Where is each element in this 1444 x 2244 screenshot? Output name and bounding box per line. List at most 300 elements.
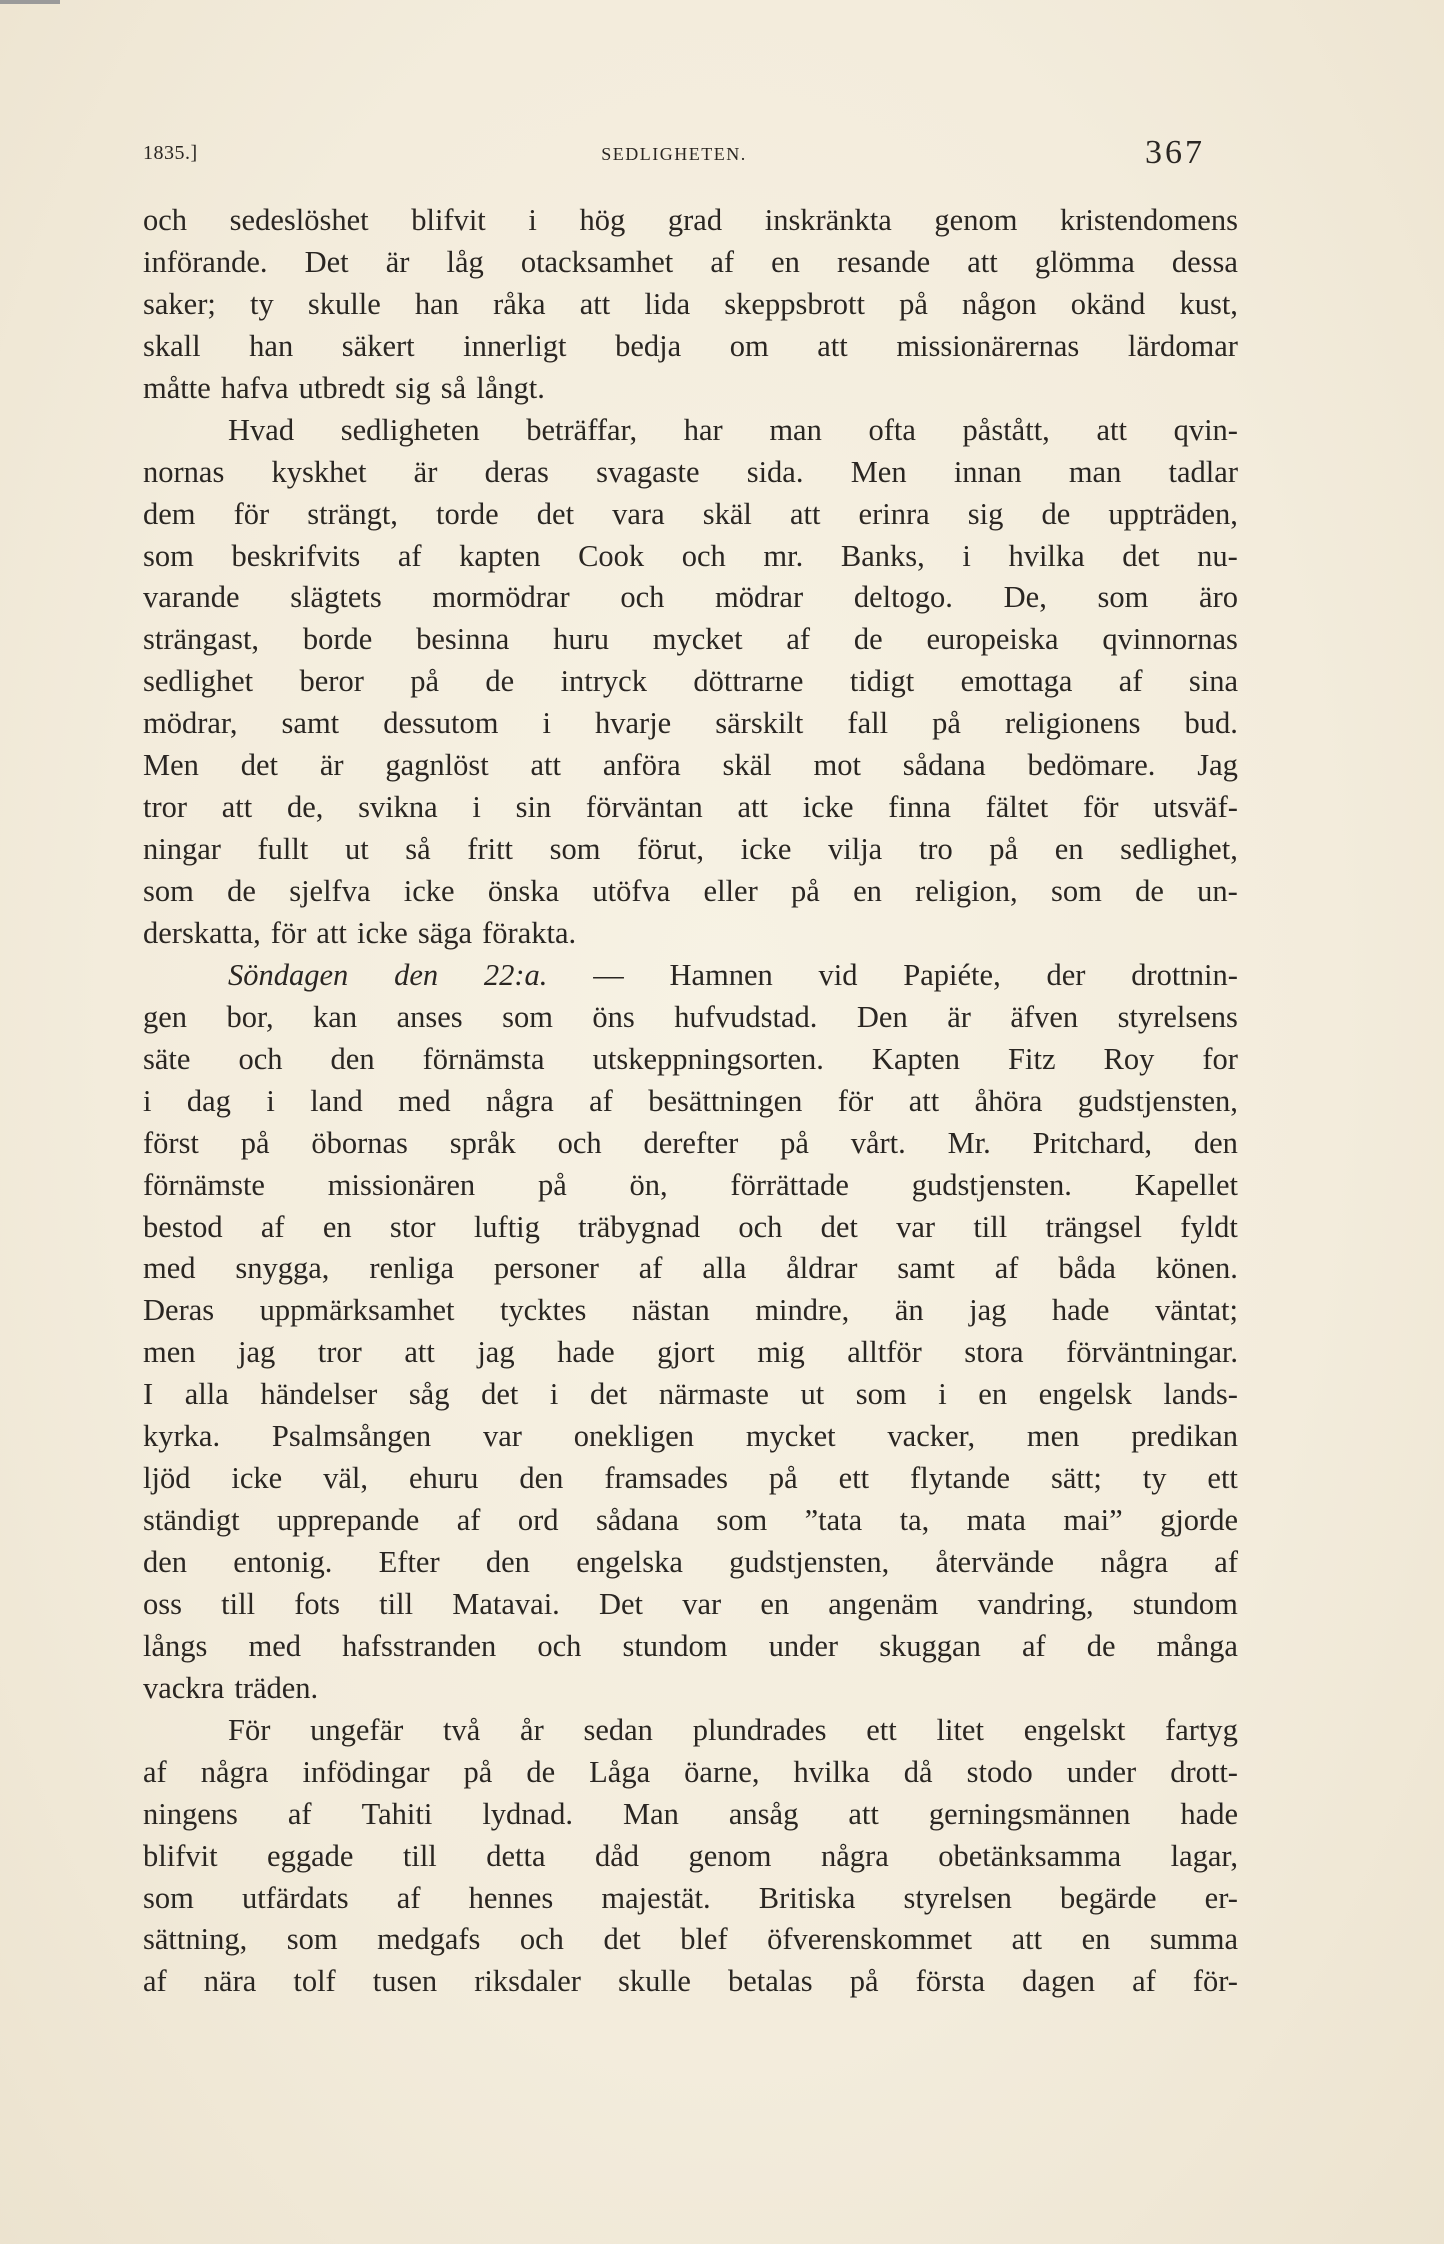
word: gudstjensten. — [911, 1167, 1072, 1202]
word: samt — [281, 706, 340, 741]
word: under — [1066, 1754, 1137, 1789]
word: hvilka — [793, 1754, 870, 1789]
word: land — [310, 1083, 363, 1118]
word: dem — [143, 496, 196, 531]
word: att — [579, 286, 611, 321]
word: utskeppningsorten. — [592, 1041, 824, 1076]
word: en — [853, 874, 882, 908]
word: renliga — [369, 1251, 454, 1286]
word: förakta. — [482, 915, 577, 950]
word: äro — [1199, 580, 1238, 615]
word: som — [549, 832, 601, 867]
word: der — [1046, 957, 1086, 992]
word: den — [1193, 1125, 1238, 1160]
word: gjort — [657, 1335, 715, 1370]
word: den — [485, 1545, 530, 1579]
word: öarne, — [684, 1754, 760, 1789]
text-line — [143, 536, 1238, 578]
word: på — [463, 1754, 493, 1789]
word: ty — [1142, 1461, 1167, 1496]
word: vandring, — [977, 1586, 1094, 1621]
word: önska — [487, 874, 560, 908]
word: jag — [238, 1335, 276, 1370]
word: ningar — [143, 832, 221, 867]
word: skulle — [618, 1964, 691, 1999]
word: på — [410, 664, 440, 699]
word: af — [994, 1251, 1019, 1286]
text-line — [143, 326, 1238, 368]
word: de — [853, 622, 883, 657]
word: medgafs — [377, 1922, 481, 1957]
word: besinna — [416, 622, 510, 657]
word: ansåg — [728, 1796, 799, 1831]
word: flytande — [910, 1461, 1011, 1496]
word: torde — [436, 496, 499, 531]
word: det — [240, 748, 278, 783]
word: såg — [408, 1377, 450, 1412]
text-line — [143, 1248, 1238, 1290]
word: derefter — [643, 1125, 739, 1160]
word: stodo — [966, 1754, 1033, 1789]
word: råka — [493, 286, 546, 321]
word: öfverenskommet — [767, 1922, 973, 1957]
word: till — [973, 1209, 1008, 1244]
word: För — [228, 1712, 271, 1747]
word: två — [443, 1712, 481, 1747]
word: af — [287, 1796, 312, 1831]
word: kyrka. — [143, 1419, 221, 1454]
word: den — [143, 1545, 188, 1579]
word: missionären — [327, 1167, 476, 1202]
word: blef — [680, 1922, 728, 1957]
word: ty — [249, 286, 274, 321]
word: begärde — [1060, 1880, 1157, 1915]
word: till — [402, 1838, 437, 1873]
word: Den — [856, 999, 908, 1034]
word: sin — [515, 790, 552, 825]
word: stora — [964, 1335, 1024, 1370]
text-line — [143, 1919, 1238, 1961]
word: nästan — [631, 1293, 710, 1328]
word: båda — [1058, 1251, 1116, 1286]
word: väntat; — [1154, 1293, 1238, 1328]
word: beträffar, — [526, 412, 638, 447]
text-line — [143, 1123, 1238, 1165]
word: till — [221, 1586, 256, 1621]
word: stundom — [622, 1628, 728, 1663]
word: betalas — [727, 1964, 813, 1999]
text-line — [143, 1416, 1238, 1458]
word: lärdomar — [1127, 328, 1238, 363]
word: förnämste — [143, 1167, 265, 1202]
word: är — [385, 244, 410, 279]
text-line — [143, 368, 1238, 410]
word: i — [472, 790, 481, 825]
word: Britiska — [758, 1880, 856, 1915]
word: strängt, — [307, 496, 398, 531]
word: som — [143, 538, 194, 573]
word: en — [760, 1586, 790, 1621]
word: hade — [1051, 1293, 1110, 1328]
word: deltogo. — [853, 580, 953, 615]
word: åldrar — [786, 1251, 858, 1286]
text-line — [143, 1794, 1238, 1836]
word: de — [485, 664, 515, 699]
word: drott- — [1170, 1754, 1238, 1789]
word: ta, — [899, 1503, 930, 1538]
text-line — [143, 619, 1238, 661]
word: af — [260, 1209, 285, 1244]
word: vid — [818, 957, 858, 992]
word: af — [396, 1880, 421, 1915]
word: nära — [203, 1964, 257, 1999]
text-line — [143, 1584, 1238, 1626]
word: ehuru — [408, 1461, 479, 1496]
word: det — [820, 1209, 858, 1244]
word: med — [248, 1628, 301, 1663]
word: ”tata — [804, 1503, 863, 1538]
word: sjelfva — [289, 874, 371, 908]
word: styrelsens — [1117, 999, 1238, 1034]
word: entonig. — [233, 1545, 333, 1579]
scan-edge-mark — [0, 0, 60, 4]
word: obetänksamma — [938, 1838, 1122, 1873]
word: om — [729, 328, 769, 363]
word: skall — [143, 328, 201, 363]
word: af — [397, 538, 422, 573]
word: af — [638, 1251, 663, 1286]
text-line — [143, 1668, 1238, 1710]
word: dessutom — [383, 706, 499, 741]
word: — — [593, 957, 624, 992]
word: ljöd — [143, 1461, 191, 1496]
word: litet — [936, 1712, 984, 1747]
word: på — [768, 1461, 798, 1496]
word: huru — [553, 622, 609, 657]
word: fyldt — [1180, 1209, 1238, 1244]
word: det — [481, 1377, 519, 1412]
word: en — [322, 1209, 352, 1244]
word: mig — [757, 1335, 805, 1370]
word: slägtets — [290, 580, 382, 615]
word: icke — [356, 915, 408, 950]
word: hög — [579, 203, 626, 237]
text-line — [143, 1332, 1238, 1374]
text-line — [143, 1374, 1238, 1416]
word: ningens — [143, 1796, 238, 1831]
text-line — [143, 1836, 1238, 1878]
word: 22:a. — [483, 957, 548, 992]
word: kristendomens — [1060, 203, 1238, 237]
running-title: SEDLIGHETEN. — [601, 144, 747, 164]
word: upprepande — [277, 1503, 420, 1538]
word: gudstjensten, — [729, 1545, 890, 1579]
word: Jag — [1197, 748, 1238, 783]
word: de — [227, 874, 256, 908]
word: så — [440, 370, 467, 405]
word: qvin- — [1173, 412, 1238, 447]
word: blifvit — [143, 1838, 218, 1873]
word: ungefär — [310, 1712, 404, 1747]
word: mormödrar — [432, 580, 570, 615]
word: predikan — [1131, 1419, 1238, 1454]
word: några — [1100, 1545, 1169, 1579]
word: beskrifvits — [231, 538, 361, 573]
word: att — [1096, 412, 1127, 447]
word: saker; — [143, 286, 216, 321]
text-line — [143, 284, 1238, 326]
word: lagar, — [1170, 1838, 1238, 1873]
word: okänd — [1070, 286, 1146, 321]
word: är — [319, 748, 344, 783]
word: i — [549, 1377, 559, 1412]
word: i — [542, 706, 551, 741]
word: den — [330, 1041, 375, 1076]
word: mödrar — [715, 580, 804, 615]
word: mr. — [763, 538, 804, 573]
word: kyskhet — [271, 454, 367, 489]
word: religion, — [915, 874, 1018, 908]
word: icke — [403, 874, 455, 908]
word: stor — [389, 1209, 436, 1244]
word: bud. — [1184, 706, 1238, 741]
word: I — [143, 1377, 154, 1412]
text-line — [143, 577, 1238, 619]
word: måtte — [143, 370, 211, 405]
word: varande — [143, 580, 240, 615]
word: Låga — [589, 1754, 651, 1789]
word: och — [620, 580, 665, 615]
word: af — [143, 1964, 167, 1999]
word: den — [519, 1461, 564, 1496]
running-header — [143, 134, 1205, 178]
word: var — [482, 1419, 522, 1454]
word: bestod — [143, 1209, 223, 1244]
word: sedeslöshet — [229, 203, 369, 237]
word: hennes — [468, 1880, 554, 1915]
word: det — [589, 1377, 628, 1412]
word: införande. — [143, 244, 268, 279]
word: beror — [299, 664, 364, 699]
word: på — [899, 286, 928, 321]
word: de — [1135, 874, 1164, 908]
word: samt — [897, 1251, 955, 1286]
word: de — [1041, 496, 1071, 531]
word: det — [536, 496, 575, 531]
word: ofta — [868, 412, 916, 447]
word: utsväf- — [1153, 790, 1238, 825]
word: bor, — [226, 999, 274, 1034]
word: Pritchard, — [1032, 1125, 1153, 1160]
word: glömma — [1034, 244, 1135, 279]
text-line — [143, 955, 1238, 997]
word: hufvudstad. — [674, 999, 818, 1034]
word: religionens — [1004, 706, 1141, 741]
word: i — [143, 1083, 152, 1118]
word: riksdaler — [474, 1964, 581, 1999]
word: innan — [953, 454, 1022, 489]
word: för — [1082, 790, 1119, 825]
word: onekligen — [573, 1419, 695, 1454]
word: ut — [800, 1377, 825, 1412]
word: och — [519, 1922, 564, 1957]
word: på — [791, 874, 820, 908]
word: bedömare. — [1027, 748, 1156, 783]
word: for — [1202, 1041, 1238, 1076]
word: tycktes — [499, 1293, 587, 1328]
word: fots — [294, 1586, 340, 1621]
word: qvinnornas — [1102, 622, 1238, 657]
word: skeppsbrott — [724, 286, 865, 321]
word: mata — [966, 1503, 1026, 1538]
text-line — [143, 1626, 1238, 1668]
word: engelsk — [1038, 1377, 1132, 1412]
word: Hamnen — [669, 957, 773, 992]
word: ön, — [629, 1167, 668, 1202]
word: inskränkta — [764, 203, 892, 237]
word: mot — [813, 748, 861, 783]
word: lida — [644, 286, 691, 321]
text-line — [143, 1961, 1238, 2003]
word: vacker, — [887, 1419, 976, 1454]
word: engelska — [576, 1545, 683, 1579]
word: och — [557, 1125, 602, 1160]
word: ord — [517, 1503, 559, 1538]
word: sådana — [902, 748, 986, 783]
text-line — [143, 745, 1238, 787]
word: genom — [934, 203, 1018, 237]
word: att — [737, 790, 768, 825]
word: Efter — [378, 1545, 440, 1579]
word: det — [1122, 538, 1160, 573]
word: trängsel — [1045, 1209, 1143, 1244]
word: i — [266, 1083, 275, 1118]
word: att — [848, 1796, 879, 1831]
word: bedja — [615, 328, 682, 363]
word: på — [989, 832, 1019, 867]
word: döttrarne — [693, 664, 804, 699]
word: närmaste — [658, 1377, 769, 1412]
word: äfven — [1010, 999, 1079, 1034]
word: genom — [688, 1838, 772, 1873]
word: förnämsta — [422, 1041, 545, 1076]
word: icke — [802, 790, 854, 825]
word: de — [1086, 1628, 1116, 1663]
word: att — [817, 328, 848, 363]
word: Mr. — [947, 1125, 991, 1160]
word: träbygnad — [578, 1209, 701, 1244]
word: otacksamhet — [520, 244, 674, 279]
word: för- — [1192, 1964, 1238, 1999]
word: första — [915, 1964, 986, 1999]
word: fartyg — [1165, 1712, 1238, 1747]
text-line — [143, 1290, 1238, 1332]
word: på — [849, 1964, 879, 1999]
word: Men — [850, 454, 907, 489]
text-line — [143, 242, 1238, 284]
word: af — [456, 1503, 481, 1538]
text-line — [143, 1081, 1238, 1123]
word: Söndagen — [228, 957, 349, 992]
word: vårt. — [850, 1125, 906, 1160]
word: af — [710, 244, 735, 279]
word: sina — [1188, 664, 1238, 699]
text-line — [143, 1207, 1238, 1249]
word: af — [1118, 664, 1143, 699]
word: svagaste — [596, 454, 700, 489]
word: skäl — [702, 496, 752, 531]
word: som — [502, 999, 553, 1034]
text-line — [143, 1039, 1238, 1081]
word: tror — [317, 1335, 362, 1370]
word: som — [1097, 580, 1149, 615]
word: jag — [477, 1335, 515, 1370]
word: men — [1026, 1419, 1080, 1454]
word: i — [938, 1377, 947, 1412]
word: detta — [486, 1838, 546, 1873]
word: han — [414, 286, 459, 321]
body-text — [143, 200, 1238, 2003]
word: luftig — [473, 1209, 540, 1244]
word: Banks, — [840, 538, 925, 573]
word: han — [249, 328, 294, 363]
word: Kapellet — [1134, 1167, 1238, 1202]
word: en — [1081, 1922, 1111, 1957]
word: kapten — [459, 538, 541, 573]
word: utöfva — [592, 874, 671, 908]
word: engelskt — [1023, 1712, 1126, 1747]
word: af — [589, 1083, 613, 1118]
word: var — [896, 1209, 936, 1244]
text-line — [143, 1752, 1238, 1794]
word: än — [894, 1293, 924, 1328]
page-number: 367 — [1145, 134, 1205, 171]
word: jag — [969, 1293, 1007, 1328]
word: utfärdats — [241, 1880, 349, 1915]
word: förväntan — [585, 790, 703, 825]
word: sig — [395, 370, 431, 405]
word: sig — [967, 496, 1004, 531]
text-line — [143, 1710, 1238, 1752]
word: träden. — [234, 1670, 319, 1705]
word: lydnad. — [482, 1796, 573, 1831]
word: sedlighet, — [1120, 832, 1238, 867]
word: väl, — [323, 1461, 369, 1496]
word: som — [143, 874, 194, 908]
word: för — [270, 915, 307, 950]
word: af — [1214, 1545, 1238, 1579]
word: Psalmsången — [271, 1419, 432, 1454]
word: mödrar, — [143, 706, 238, 741]
word: med — [398, 1083, 451, 1118]
word: så — [405, 832, 431, 867]
word: icke — [740, 832, 792, 867]
word: af — [1132, 1964, 1156, 1999]
word: för — [233, 496, 270, 531]
word: vara — [612, 496, 665, 531]
word: några — [486, 1083, 554, 1118]
word: men — [143, 1335, 196, 1370]
text-line — [143, 410, 1238, 452]
word: ständigt — [143, 1503, 240, 1538]
word: skulle — [307, 286, 381, 321]
word: förrättade — [730, 1167, 849, 1202]
word: långt. — [476, 370, 545, 405]
word: besättningen — [648, 1083, 803, 1118]
word: som — [716, 1503, 768, 1538]
word: att — [530, 748, 561, 783]
word: skäl — [722, 748, 772, 783]
